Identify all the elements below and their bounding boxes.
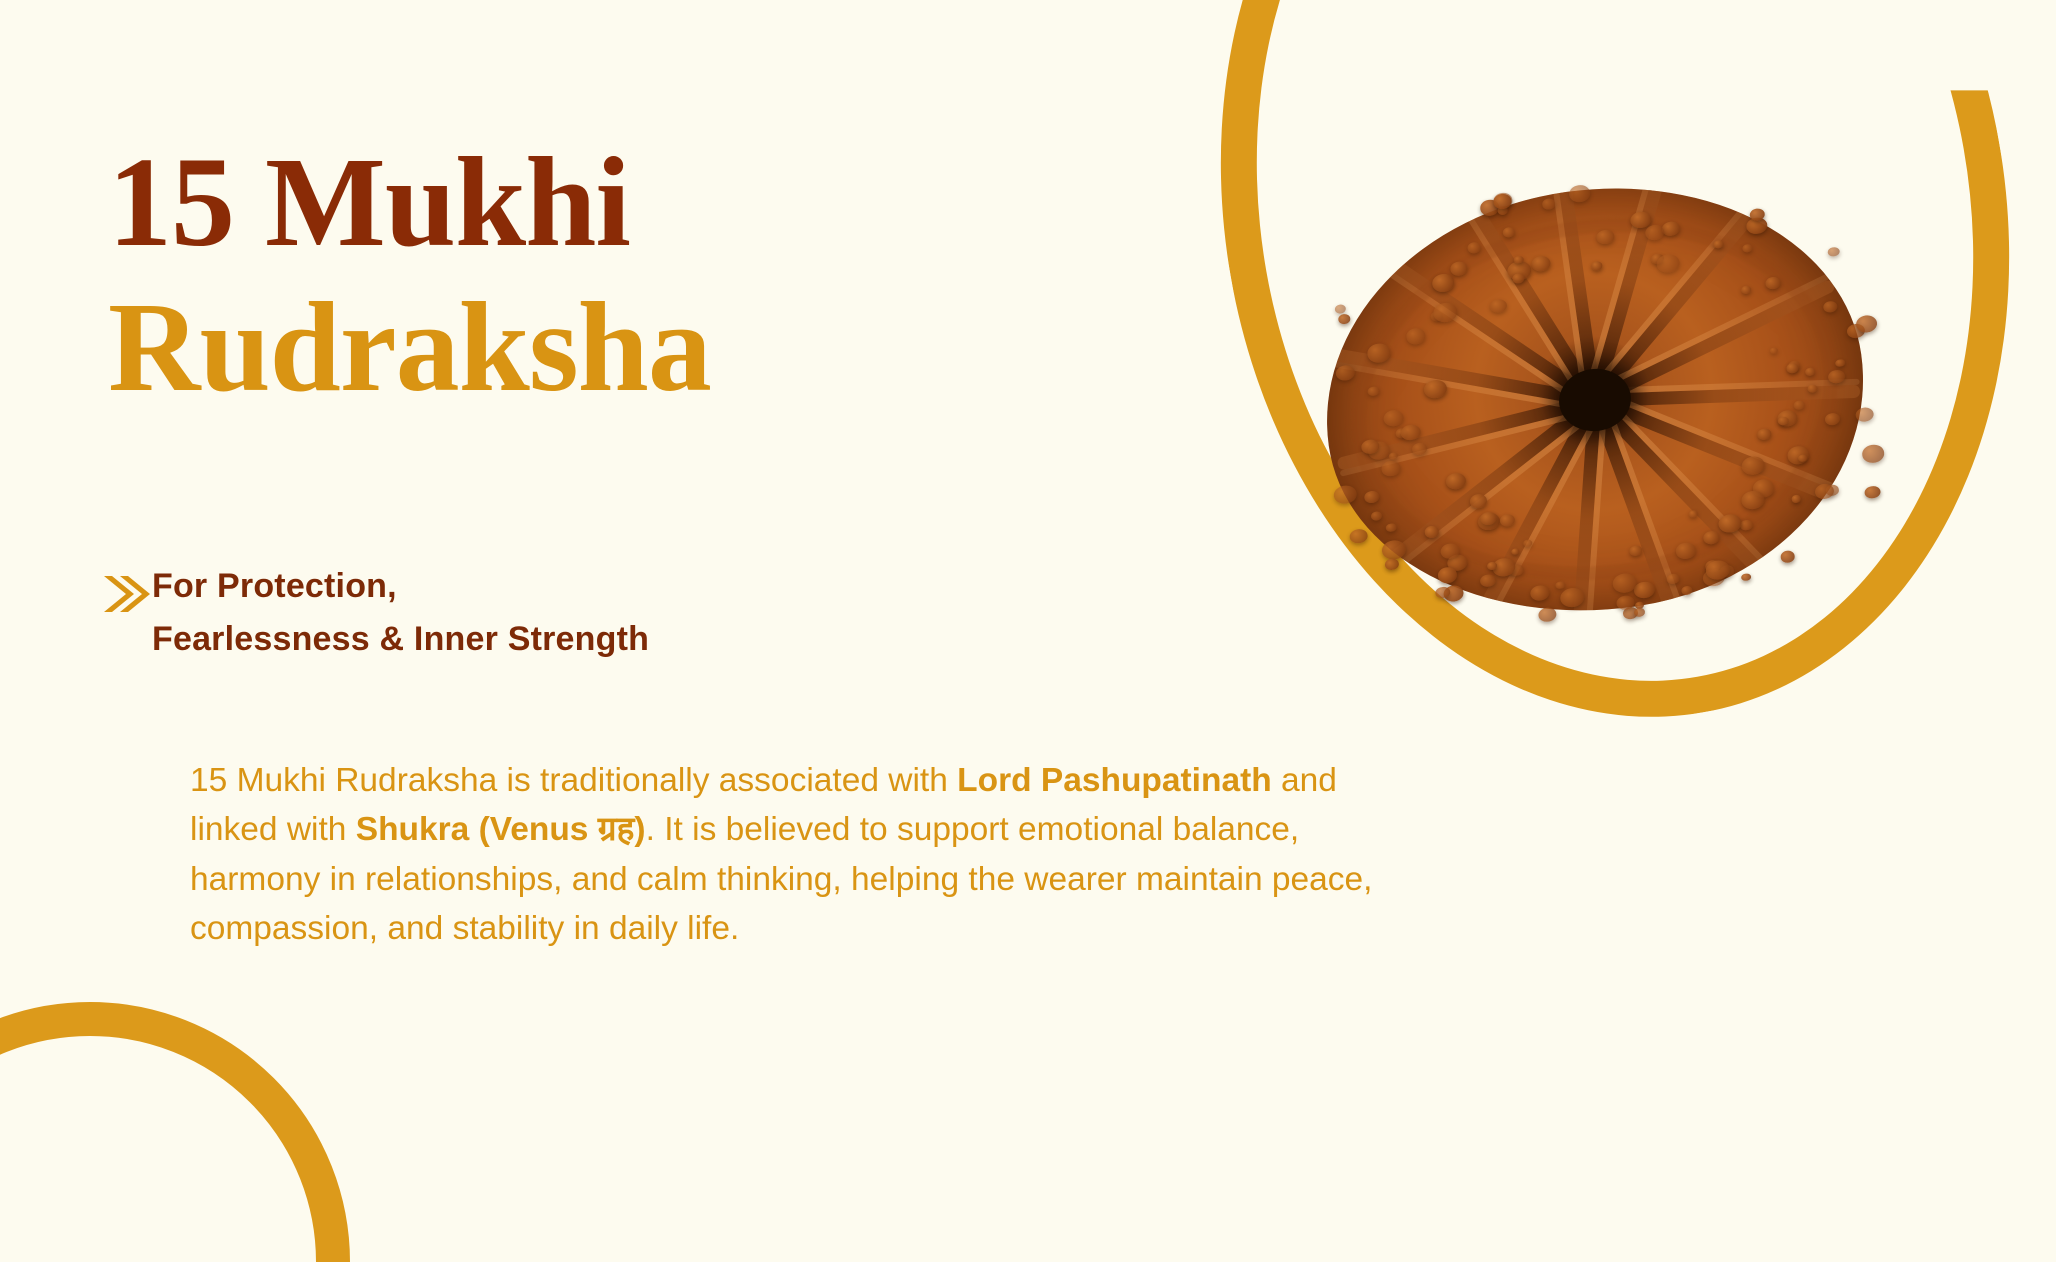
- subheading-line-1: For Protection,: [152, 567, 397, 605]
- rudraksha-bead-image: [1258, 110, 1932, 690]
- page-title: [108, 130, 711, 419]
- subheading-block: [100, 560, 649, 665]
- double-chevron-icon: [100, 572, 152, 616]
- body-part-2: and linked with: [190, 761, 1337, 849]
- body-part-1: 15 Mukhi Rudraksha is traditionally associated with: [190, 761, 958, 799]
- body-bold-2: Shukra (Venus ग्रह): [355, 811, 646, 849]
- bead-surface-bumps: [1258, 110, 1932, 690]
- title-line-1: 15 Mukhi: [108, 131, 630, 273]
- title-line-2: Rudraksha: [108, 275, 711, 418]
- body-part-3: . It is believed to support emotional balance, harmony in relationships, and calm thinking, helping the wearer maintain peace, compassion, and stability in daily life.: [190, 811, 1373, 948]
- body-bold-1: Lord Pashupatinath: [957, 761, 1272, 799]
- subheading-line-2: Fearlessness & Inner Strength: [152, 619, 650, 658]
- subheading-text: [152, 560, 649, 665]
- gold-arc-bottom-left: [0, 1002, 350, 1262]
- body-paragraph: [190, 756, 1405, 954]
